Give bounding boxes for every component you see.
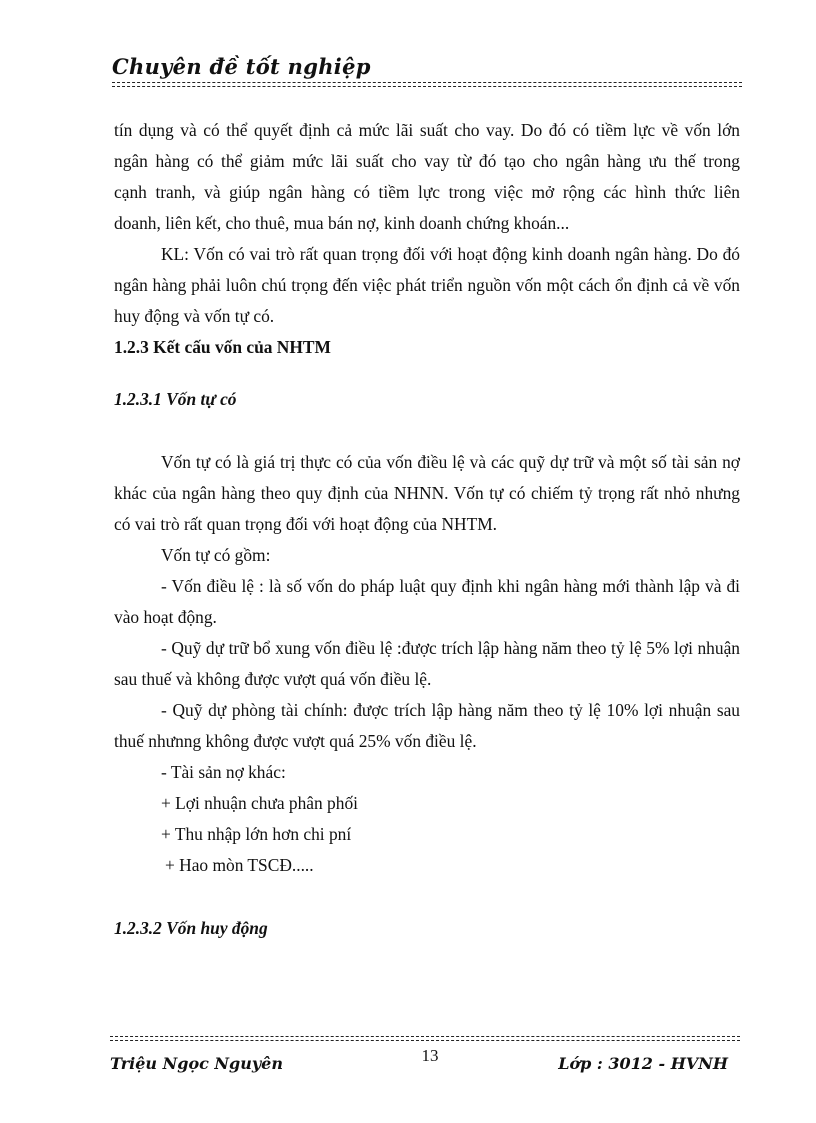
sub-item-hao-mon: + Hao mòn TSCĐ..... bbox=[165, 855, 314, 875]
section-heading-1-2-3: 1.2.3 Kết cấu vốn của NHTM bbox=[114, 337, 331, 357]
list-item-quy-du-tru: - Quỹ dự trữ bổ xung vốn điều lệ :được trích lập hàng năm theo tỷ lệ 5% lợi nhuận sau thuế và không được vượt quá vốn điều lệ. bbox=[114, 638, 740, 689]
page-footer bbox=[110, 1036, 740, 1086]
paragraph-line: cạnh tranh, và giúp ngân hàng có tiềm lực trong việc mở rộng các hình thức liên bbox=[114, 182, 740, 202]
header-rule-bottom bbox=[112, 86, 742, 87]
header-rule-top bbox=[112, 82, 742, 83]
paragraph-von-tu-co-gom: Vốn tự có gồm: bbox=[161, 545, 271, 565]
paragraph-line: tín dụng và có thể quyết định cả mức lãi suất cho vay. Do đó có tiềm lực về vốn lớn bbox=[114, 120, 740, 140]
list-item-tai-san-no-khac: - Tài sản nợ khác: bbox=[161, 762, 286, 782]
footer-author: Triệu Ngọc Nguyên bbox=[110, 1054, 283, 1073]
header-title: Chuyên đề tốt nghiệp bbox=[112, 54, 371, 79]
page-number: 13 bbox=[421, 1046, 439, 1065]
paragraph-conclusion: KL: Vốn có vai trò rất quan trọng đối với hoạt động kinh doanh ngân hàng. Do đó ngân hàng phải luôn chú trọng đến việc phát triển nguồn vốn một cách ổn định cả về vốn huy động và vốn tự có. bbox=[114, 244, 740, 326]
footer-class-label: Lớp : 3012 - HVNH bbox=[558, 1054, 728, 1073]
page-header bbox=[112, 52, 742, 87]
paragraph-line: ngân hàng có thể giảm mức lãi suất cho vay từ đó tạo cho ngân hàng ưu thế trong bbox=[114, 151, 740, 171]
footer-rule-top bbox=[110, 1036, 740, 1037]
list-item-von-dieu-le: - Vốn điều lệ : là số vốn do pháp luật quy định khi ngân hàng mới thành lập và đi vào hoạt động. bbox=[114, 576, 740, 627]
sub-item-loi-nhuan: + Lợi nhuận chưa phân phối bbox=[161, 793, 358, 813]
section-heading-1-2-3-2: 1.2.3.2 Vốn huy động bbox=[114, 918, 268, 938]
section-heading-1-2-3-1: 1.2.3.1 Vốn tự có bbox=[114, 389, 237, 409]
sub-item-thu-nhap: + Thu nhập lớn hơn chi pní bbox=[161, 824, 352, 844]
footer-rule-bottom bbox=[110, 1040, 740, 1041]
paragraph-von-tu-co: Vốn tự có là giá trị thực có của vốn điều lệ và các quỹ dự trữ và một số tài sản nợ khác của ngân hàng theo quy định của NHNN. Vốn tự có chiếm tỷ trọng rất nhỏ nhưng có vai trò rất quan trọng đối với hoạt động của NHTM. bbox=[114, 452, 740, 534]
document-body bbox=[114, 115, 740, 944]
list-item-quy-du-phong: - Quỹ dự phòng tài chính: được trích lập hàng năm theo tỷ lệ 10% lợi nhuận sau thuế nhưnng không được vượt quá 25% vốn điều lệ. bbox=[114, 700, 740, 751]
paragraph-line: doanh, liên kết, cho thuê, mua bán nợ, kinh doanh chứng khoán... bbox=[114, 213, 570, 233]
